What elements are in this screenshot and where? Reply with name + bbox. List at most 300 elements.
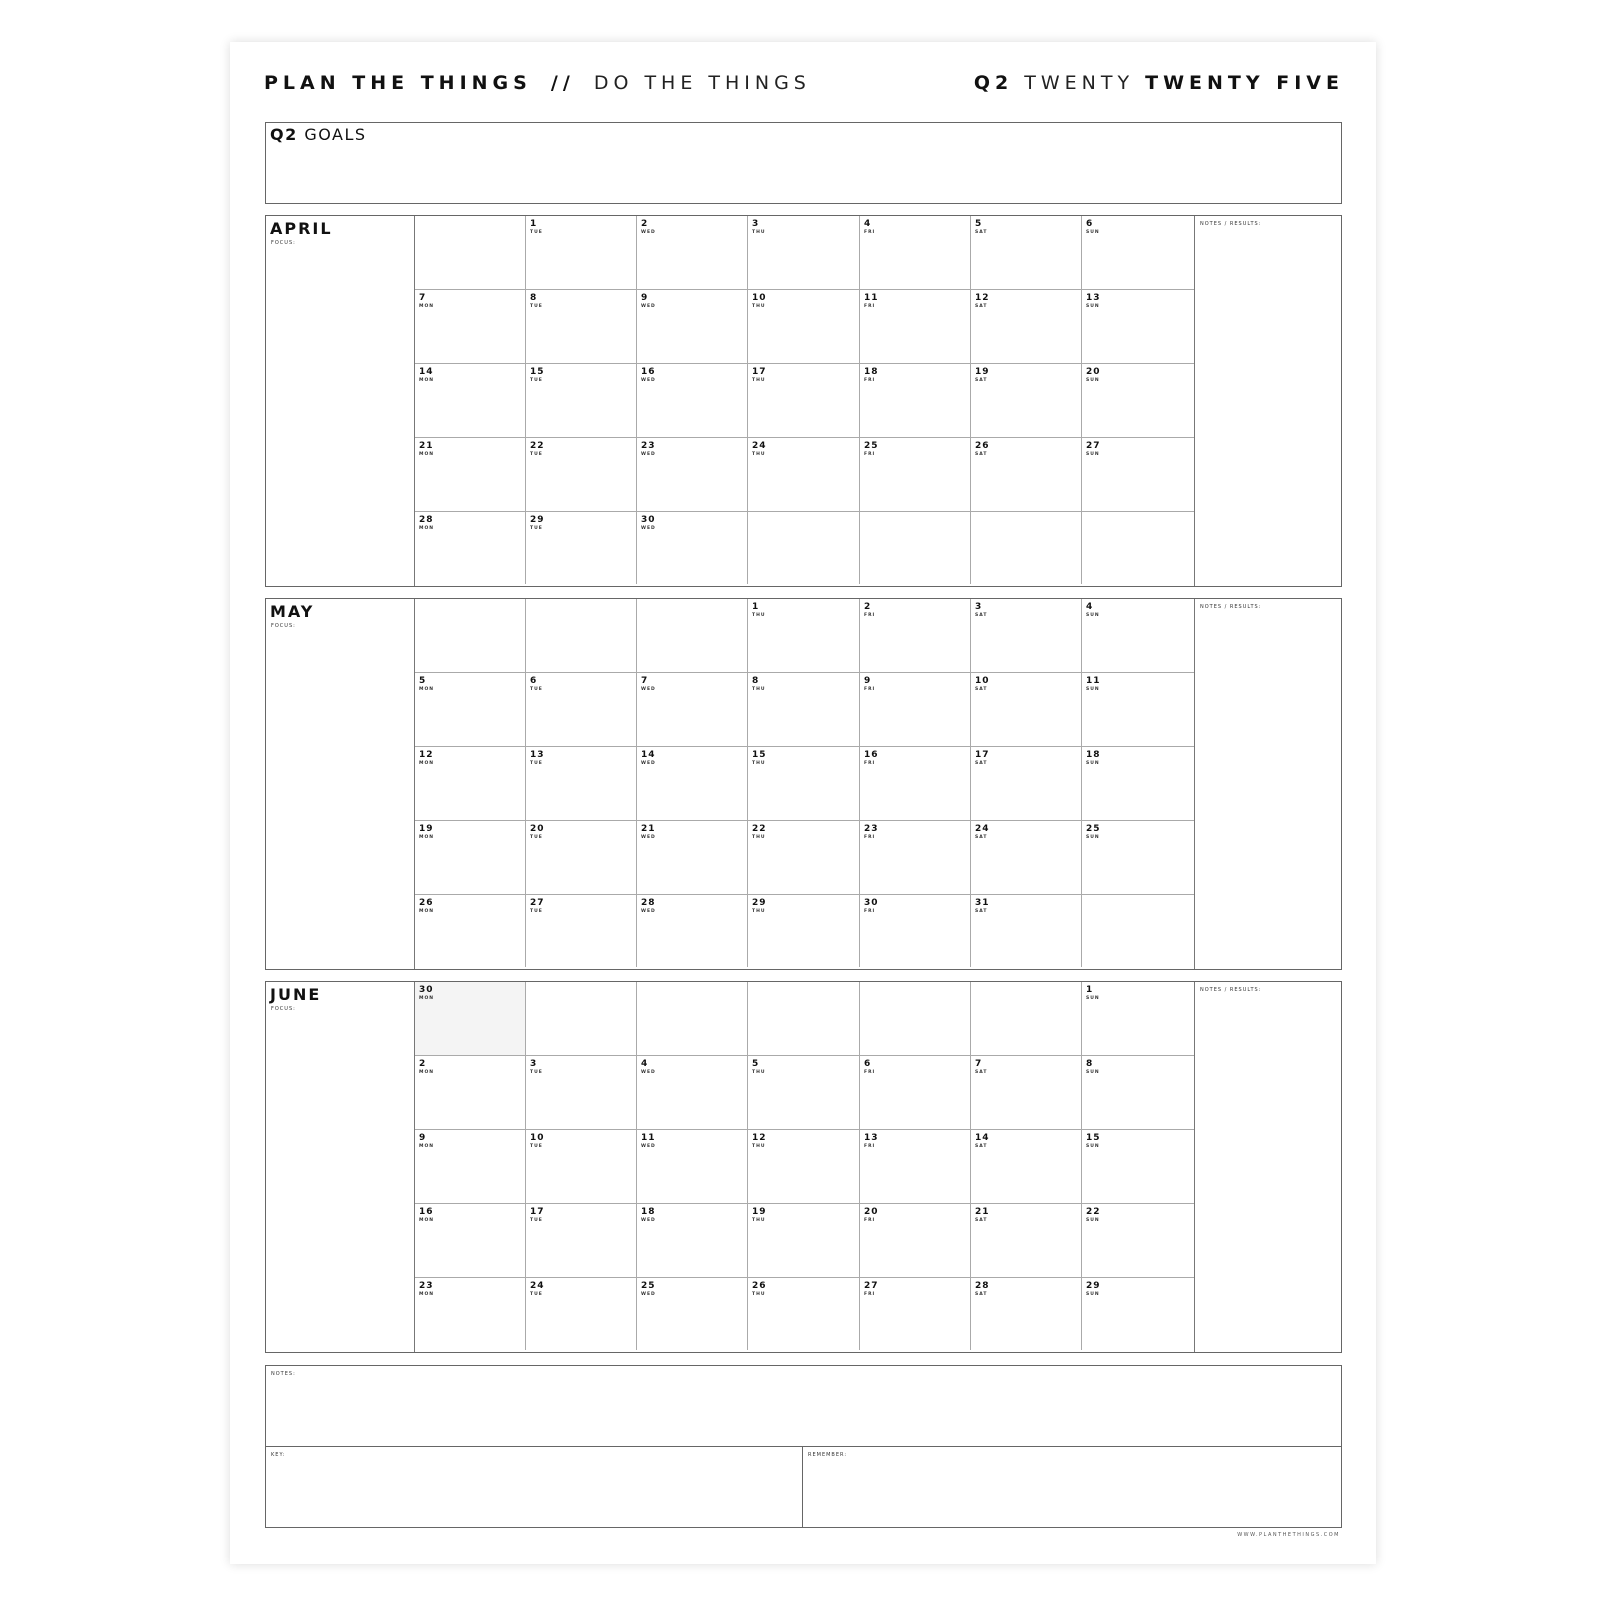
month-name: JUNE [270,985,322,1004]
day-cell[interactable] [860,1056,971,1130]
weekday-label: THU [752,761,766,766]
day-cell[interactable] [971,673,1082,747]
remember-box[interactable] [802,1446,1342,1528]
day-cell[interactable] [860,1204,971,1278]
day-cell[interactable] [748,1204,860,1278]
weekday-label: SAT [975,1144,988,1149]
weekday-label: THU [752,613,766,618]
header-separator: // [550,72,575,94]
day-cell[interactable] [637,290,748,364]
weekday-label: WED [641,761,656,766]
day-number: 28 [641,898,656,908]
day-cell[interactable] [415,364,526,438]
weekday-label: WED [641,304,656,309]
day-number: 12 [975,293,990,303]
day-cell[interactable] [971,290,1082,364]
weekday-label: FRI [864,1292,876,1297]
calendar-grid [414,216,1195,586]
weekday-label: WED [641,1144,656,1149]
day-cell[interactable] [1082,1056,1194,1130]
weekday-label: FRI [864,304,876,309]
day-cell[interactable] [971,1056,1082,1130]
day-cell[interactable] [1082,1130,1194,1204]
day-number: 25 [641,1281,656,1291]
day-number: 27 [1086,441,1101,451]
day-number: 8 [752,676,760,686]
weekday-label: THU [752,1070,766,1075]
day-cell[interactable] [526,512,637,584]
day-number: 23 [419,1281,434,1291]
day-number: 8 [1086,1059,1094,1069]
weekday-label: SAT [975,378,988,383]
day-number: 5 [975,219,983,229]
calendar-grid [414,599,1195,969]
goals-label: GOALS [304,125,367,144]
day-number: 6 [864,1059,872,1069]
empty-day-cell [415,216,526,290]
day-number: 15 [1086,1133,1101,1143]
weekday-label: TUE [530,230,543,235]
weekday-label: THU [752,304,766,309]
weekday-label: FRI [864,687,876,692]
weekday-label: THU [752,1144,766,1149]
notes-results-label: NOTES / RESULTS: [1200,604,1262,610]
weekday-label: SUN [1086,230,1100,235]
weekday-label: TUE [530,1144,543,1149]
day-cell[interactable] [748,599,860,673]
weekday-label: THU [752,230,766,235]
empty-day-cell [526,982,637,1056]
empty-day-cell [971,512,1082,584]
day-number: 24 [975,824,990,834]
day-number: 10 [530,1133,545,1143]
day-cell[interactable] [971,1278,1082,1350]
day-number: 29 [1086,1281,1101,1291]
header-tagline [264,72,811,94]
weekday-label: THU [752,687,766,692]
day-cell[interactable] [1082,216,1194,290]
weekday-label: WED [641,1292,656,1297]
day-number: 8 [530,293,538,303]
day-cell[interactable] [860,364,971,438]
focus-label: FOCUS: [271,623,296,629]
day-number: 20 [530,824,545,834]
day-number: 28 [975,1281,990,1291]
key-box[interactable] [265,1446,803,1528]
day-cell[interactable] [415,982,526,1056]
weekday-label: FRI [864,909,876,914]
footer-url: WWW.PLANTHETHINGS.COM [1237,1532,1340,1538]
day-cell[interactable] [415,1278,526,1350]
day-cell[interactable] [748,364,860,438]
day-cell[interactable] [748,438,860,512]
day-number: 2 [864,602,872,612]
header-quarter [974,72,1344,94]
day-cell[interactable] [637,364,748,438]
day-cell[interactable] [860,599,971,673]
weekday-label: THU [752,1218,766,1223]
day-cell[interactable] [637,821,748,895]
weekday-label: THU [752,378,766,383]
day-number: 6 [1086,219,1094,229]
empty-day-cell [1082,512,1194,584]
day-number: 12 [752,1133,767,1143]
day-cell[interactable] [415,1130,526,1204]
day-number: 30 [419,985,434,995]
weekday-label: MON [419,1070,435,1075]
day-cell[interactable] [637,1204,748,1278]
empty-day-cell [526,599,637,673]
day-cell[interactable] [748,1278,860,1350]
empty-day-cell [860,512,971,584]
weekday-label: MON [419,1144,435,1149]
weekday-label: FRI [864,1070,876,1075]
weekday-label: TUE [530,1070,543,1075]
weekday-label: TUE [530,526,543,531]
notes-results-column[interactable] [1195,216,1341,586]
day-cell[interactable] [526,216,637,290]
day-cell[interactable] [1082,290,1194,364]
empty-day-cell [637,982,748,1056]
weekday-label: SUN [1086,761,1100,766]
day-number: 24 [752,441,767,451]
weekday-label: FRI [864,452,876,457]
weekday-label: SAT [975,1218,988,1223]
day-cell[interactable] [971,1204,1082,1278]
day-number: 23 [864,824,879,834]
day-number: 3 [975,602,983,612]
calendar-grid [414,982,1195,1352]
day-number: 4 [1086,602,1094,612]
weekday-label: THU [752,452,766,457]
day-number: 22 [530,441,545,451]
key-label: KEY: [271,1452,286,1458]
day-cell[interactable] [526,1204,637,1278]
day-cell[interactable] [971,216,1082,290]
day-cell[interactable] [748,290,860,364]
month-block-may [265,598,1342,970]
day-cell[interactable] [415,1204,526,1278]
weekday-label: WED [641,909,656,914]
day-cell[interactable] [1082,438,1194,512]
weekday-label: FRI [864,613,876,618]
day-cell[interactable] [748,1056,860,1130]
day-cell[interactable] [415,512,526,584]
header-year-bold: TWENTY FIVE [1145,72,1344,94]
day-number: 7 [419,293,427,303]
day-number: 17 [530,1207,545,1217]
weekday-label: SUN [1086,1070,1100,1075]
day-cell[interactable] [526,438,637,512]
weekday-label: WED [641,835,656,840]
day-cell[interactable] [637,673,748,747]
day-cell[interactable] [1082,364,1194,438]
weekday-label: FRI [864,378,876,383]
day-number: 12 [419,750,434,760]
day-cell[interactable] [637,1130,748,1204]
month-block-april [265,215,1342,587]
weekday-label: SUN [1086,1218,1100,1223]
notes-results-label: NOTES / RESULTS: [1200,987,1262,993]
day-number: 21 [641,824,656,834]
day-number: 25 [864,441,879,451]
day-cell[interactable] [860,821,971,895]
weekday-label: SUN [1086,835,1100,840]
day-cell[interactable] [415,438,526,512]
day-number: 18 [641,1207,656,1217]
weekday-label: TUE [530,761,543,766]
day-number: 5 [419,676,427,686]
day-cell[interactable] [1082,982,1194,1056]
day-cell[interactable] [748,673,860,747]
day-number: 26 [975,441,990,451]
day-cell[interactable] [637,512,748,584]
day-number: 25 [1086,824,1101,834]
notes-results-column[interactable] [1195,982,1341,1352]
day-cell[interactable] [637,216,748,290]
empty-day-cell [1082,895,1194,967]
weekday-label: SUN [1086,304,1100,309]
weekday-label: SAT [975,1070,988,1075]
day-cell[interactable] [637,1056,748,1130]
day-number: 23 [641,441,656,451]
day-cell[interactable] [860,216,971,290]
weekday-label: MON [419,304,435,309]
month-block-june [265,981,1342,1353]
day-number: 29 [752,898,767,908]
day-number: 18 [864,367,879,377]
weekday-label: SUN [1086,996,1100,1001]
empty-day-cell [748,512,860,584]
day-number: 16 [641,367,656,377]
day-cell[interactable] [1082,1278,1194,1350]
header-plan: PLAN THE THINGS [264,72,532,94]
day-cell[interactable] [860,895,971,967]
weekday-label: MON [419,452,435,457]
month-name: MAY [270,602,315,621]
day-number: 3 [530,1059,538,1069]
weekday-label: MON [419,1292,435,1297]
day-number: 30 [641,515,656,525]
notes-label: NOTES: [271,1371,296,1377]
weekday-label: SAT [975,687,988,692]
weekday-label: TUE [530,835,543,840]
day-number: 9 [419,1133,427,1143]
day-cell[interactable] [526,821,637,895]
weekday-label: MON [419,835,435,840]
day-cell[interactable] [415,821,526,895]
header-do: DO THE THINGS [593,72,811,94]
day-cell[interactable] [860,290,971,364]
focus-label: FOCUS: [271,240,296,246]
day-number: 26 [419,898,434,908]
weekday-label: WED [641,1070,656,1075]
day-number: 27 [864,1281,879,1291]
day-cell[interactable] [860,438,971,512]
weekday-label: WED [641,687,656,692]
day-number: 10 [752,293,767,303]
weekday-label: WED [641,1218,656,1223]
day-cell[interactable] [971,747,1082,821]
weekday-label: THU [752,909,766,914]
day-number: 15 [530,367,545,377]
day-cell[interactable] [748,216,860,290]
day-number: 17 [752,367,767,377]
day-cell[interactable] [526,364,637,438]
day-number: 17 [975,750,990,760]
day-cell[interactable] [860,1278,971,1350]
day-cell[interactable] [971,599,1082,673]
empty-day-cell [415,599,526,673]
day-number: 7 [641,676,649,686]
weekday-label: SAT [975,1292,988,1297]
weekday-label: MON [419,526,435,531]
notes-results-column[interactable] [1195,599,1341,969]
goals-box[interactable] [265,122,1342,204]
weekday-label: THU [752,1292,766,1297]
day-cell[interactable] [637,438,748,512]
day-cell[interactable] [1082,599,1194,673]
day-number: 15 [752,750,767,760]
day-cell[interactable] [748,1130,860,1204]
weekday-label: TUE [530,452,543,457]
weekday-label: MON [419,1218,435,1223]
day-cell[interactable] [637,1278,748,1350]
weekday-label: SUN [1086,687,1100,692]
day-cell[interactable] [415,895,526,967]
day-number: 13 [864,1133,879,1143]
day-cell[interactable] [1082,1204,1194,1278]
weekday-label: WED [641,378,656,383]
weekday-label: MON [419,909,435,914]
weekday-label: FRI [864,835,876,840]
day-cell[interactable] [1082,747,1194,821]
day-cell[interactable] [526,1130,637,1204]
day-number: 16 [419,1207,434,1217]
day-cell[interactable] [860,1130,971,1204]
weekday-label: SUN [1086,452,1100,457]
day-number: 9 [864,676,872,686]
day-cell[interactable] [415,1056,526,1130]
day-number: 19 [419,824,434,834]
weekday-label: TUE [530,1218,543,1223]
day-cell[interactable] [415,290,526,364]
day-cell[interactable] [526,1278,637,1350]
day-number: 1 [530,219,538,229]
weekday-label: MON [419,378,435,383]
day-cell[interactable] [1082,673,1194,747]
day-cell[interactable] [971,438,1082,512]
weekday-label: SAT [975,230,988,235]
weekday-label: SAT [975,835,988,840]
day-cell[interactable] [748,895,860,967]
month-name: APRIL [270,219,333,238]
day-number: 18 [1086,750,1101,760]
day-cell[interactable] [971,364,1082,438]
day-number: 28 [419,515,434,525]
weekday-label: THU [752,835,766,840]
day-cell[interactable] [415,747,526,821]
empty-day-cell [637,599,748,673]
day-cell[interactable] [526,673,637,747]
weekday-label: WED [641,526,656,531]
weekday-label: WED [641,230,656,235]
weekday-label: TUE [530,304,543,309]
weekday-label: TUE [530,909,543,914]
header-year-thin: TWENTY [1024,72,1135,94]
empty-day-cell [860,982,971,1056]
day-number: 16 [864,750,879,760]
day-cell[interactable] [526,895,637,967]
header-quarter-id: Q2 [973,72,1014,94]
empty-day-cell [971,982,1082,1056]
notes-results-label: NOTES / RESULTS: [1200,221,1262,227]
day-cell[interactable] [971,895,1082,967]
notes-box[interactable] [265,1365,1342,1447]
weekday-label: MON [419,996,435,1001]
empty-day-cell [748,982,860,1056]
weekday-label: FRI [864,1218,876,1223]
day-number: 19 [752,1207,767,1217]
day-number: 10 [975,676,990,686]
day-number: 11 [641,1133,656,1143]
day-number: 2 [641,219,649,229]
day-cell[interactable] [637,747,748,821]
day-number: 4 [864,219,872,229]
weekday-label: SAT [975,613,988,618]
day-number: 29 [530,515,545,525]
day-cell[interactable] [748,821,860,895]
day-number: 21 [419,441,434,451]
weekday-label: SAT [975,909,988,914]
day-cell[interactable] [526,290,637,364]
day-number: 27 [530,898,545,908]
day-number: 2 [419,1059,427,1069]
day-cell[interactable] [637,895,748,967]
day-number: 11 [1086,676,1101,686]
weekday-label: SAT [975,304,988,309]
day-cell[interactable] [748,747,860,821]
day-number: 20 [864,1207,879,1217]
day-number: 1 [1086,985,1094,995]
weekday-label: SAT [975,761,988,766]
day-cell[interactable] [860,673,971,747]
day-number: 6 [530,676,538,686]
day-number: 24 [530,1281,545,1291]
day-cell[interactable] [971,821,1082,895]
day-number: 13 [530,750,545,760]
day-number: 4 [641,1059,649,1069]
weekday-label: TUE [530,687,543,692]
day-number: 26 [752,1281,767,1291]
day-cell[interactable] [526,747,637,821]
day-number: 21 [975,1207,990,1217]
weekday-label: FRI [864,230,876,235]
day-number: 20 [1086,367,1101,377]
day-cell[interactable] [1082,821,1194,895]
day-number: 22 [752,824,767,834]
day-number: 5 [752,1059,760,1069]
weekday-label: WED [641,452,656,457]
day-cell[interactable] [526,1056,637,1130]
day-cell[interactable] [860,747,971,821]
weekday-label: TUE [530,1292,543,1297]
day-number: 3 [752,219,760,229]
day-cell[interactable] [415,673,526,747]
day-number: 14 [641,750,656,760]
day-cell[interactable] [971,1130,1082,1204]
day-number: 13 [1086,293,1101,303]
